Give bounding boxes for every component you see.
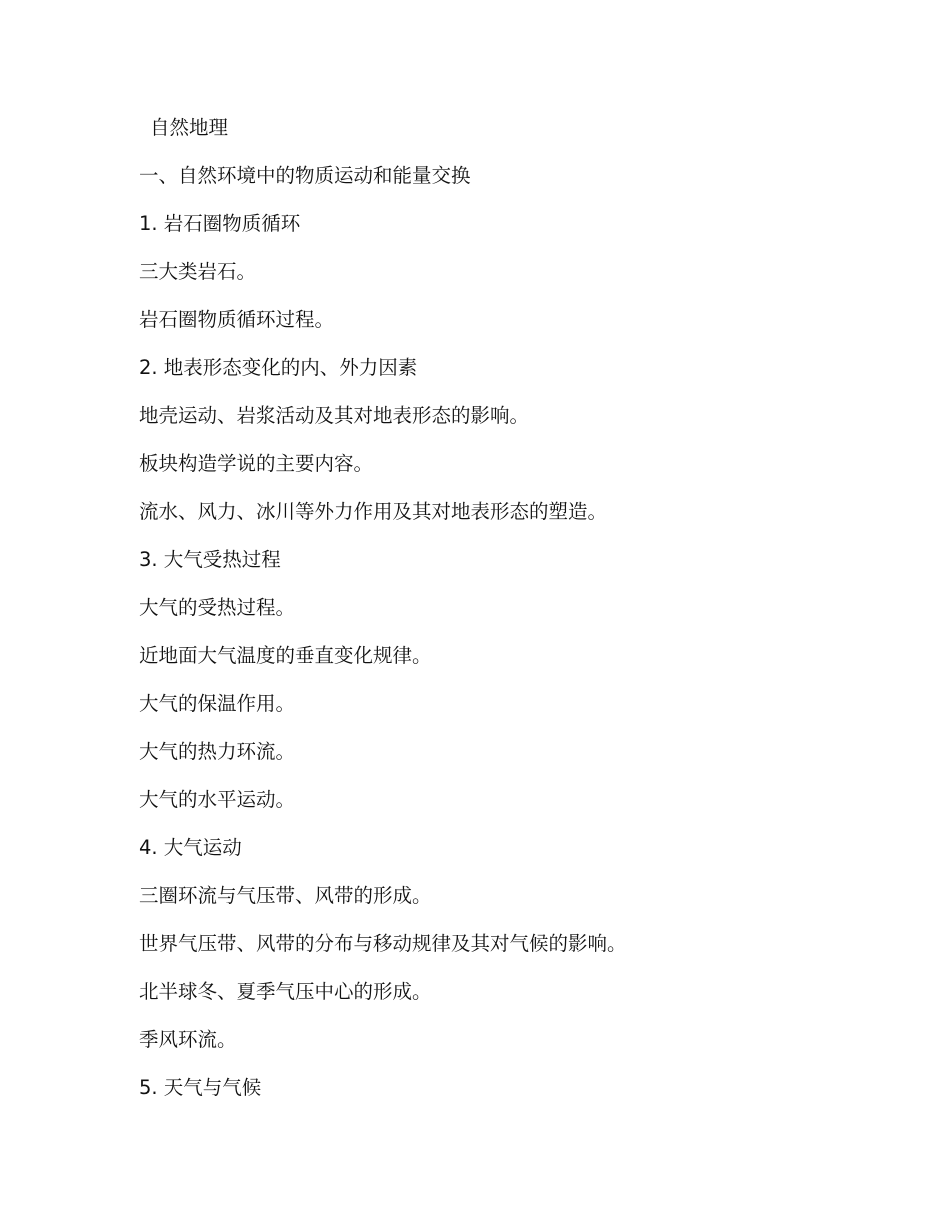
paragraph: 岩石圈物质循环过程。 <box>139 308 335 331</box>
section-heading: 一、自然环境中的物质运动和能量交换 <box>139 164 471 187</box>
subsection-heading: 4. 大气运动 <box>139 836 242 859</box>
paragraph: 大气的水平运动。 <box>139 788 296 811</box>
document-body <box>139 114 859 1122</box>
paragraph: 近地面大气温度的垂直变化规律。 <box>139 644 432 667</box>
paragraph: 地壳运动、岩浆活动及其对地表形态的影响。 <box>139 404 530 427</box>
document-title: 自然地理 <box>150 116 229 139</box>
paragraph: 季风环流。 <box>139 1028 237 1051</box>
paragraph: 三大类岩石。 <box>139 260 257 283</box>
paragraph: 三圈环流与气压带、风带的形成。 <box>139 884 432 907</box>
subsection-heading: 1. 岩石圈物质循环 <box>139 212 301 235</box>
paragraph: 北半球冬、夏季气压中心的形成。 <box>139 980 432 1003</box>
paragraph: 大气的受热过程。 <box>139 596 296 619</box>
subsection-heading: 3. 大气受热过程 <box>139 548 281 571</box>
paragraph: 世界气压带、风带的分布与移动规律及其对气候的影响。 <box>139 932 627 955</box>
subsection-heading: 2. 地表形态变化的内、外力因素 <box>139 356 418 379</box>
subsection-heading: 5. 天气与气候 <box>139 1076 262 1099</box>
paragraph: 板块构造学说的主要内容。 <box>139 452 374 475</box>
paragraph: 大气的热力环流。 <box>139 740 296 763</box>
paragraph: 大气的保温作用。 <box>139 692 296 715</box>
paragraph: 流水、风力、冰川等外力作用及其对地表形态的塑造。 <box>139 500 608 523</box>
